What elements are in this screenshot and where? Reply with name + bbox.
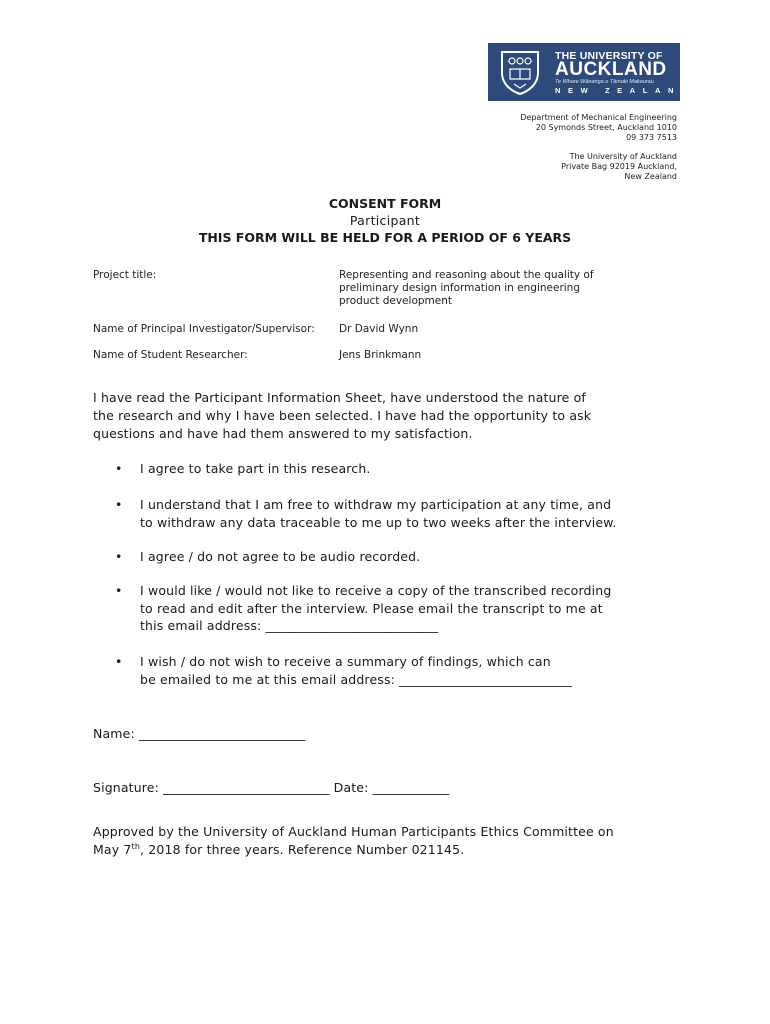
bullet-icon: • <box>115 549 123 564</box>
bullet-icon: • <box>115 583 123 598</box>
approval-reference: , 2018 for three years. Reference Number 021145. <box>140 842 465 857</box>
signature-date-row <box>93 779 683 797</box>
project-title-line: preliminary design information in engineering <box>339 282 580 294</box>
address-line: 20 Symonds Street, Auckland 1010 <box>535 123 677 132</box>
project-title-value <box>339 269 639 308</box>
consent-item-text: I agree / do not agree to be audio recorded. <box>140 549 421 564</box>
intro-paragraph <box>93 389 683 443</box>
bullet-icon: • <box>115 654 123 669</box>
crest-icon <box>498 49 542 95</box>
address-line: Private Bag 92019 Auckland, <box>561 162 677 171</box>
address-line: 09 373 7513 <box>626 133 677 142</box>
consent-item-text: to read and edit after the interview. Please email the transcript to me at <box>140 600 603 616</box>
form-titles <box>0 196 770 246</box>
student-researcher-value: Jens Brinkmann <box>339 349 422 361</box>
logo-maori-name: Te Whare Wānanga o Tāmaki Makaurau <box>555 79 654 85</box>
project-title-line: Representing and reasoning about the quality of <box>339 269 594 281</box>
summary-email-field[interactable]: be emailed to me at this email address: ___________________________ <box>140 671 572 687</box>
intro-line: I have read the Participant Information Sheet, have understood the nature of <box>93 390 586 405</box>
logo-auckland: AUCKLAND <box>555 59 667 80</box>
project-title-label: Project title: <box>93 269 157 281</box>
logo-new-zealand: NEW ZEALAND <box>555 86 695 95</box>
date-field[interactable]: Date: ____________ <box>333 780 450 795</box>
intro-line: questions and have had them answered to my satisfaction. <box>93 426 473 441</box>
address-spacer <box>520 143 677 152</box>
department-address <box>520 113 677 182</box>
address-line: The University of Auckland <box>569 152 677 161</box>
approval-line: Approved by the University of Auckland Human Participants Ethics Committee on <box>93 824 614 839</box>
project-title-line: product development <box>339 295 452 307</box>
approval-line <box>93 841 683 859</box>
consent-item-text: I agree to take part in this research. <box>140 461 371 476</box>
bullet-icon: • <box>115 497 123 512</box>
signature-field[interactable]: Signature: __________________________ <box>93 780 330 795</box>
consent-item-text: I would like / would not like to receive a copy of the transcribed recording <box>140 583 612 598</box>
ethics-approval <box>93 823 683 859</box>
transcript-email-field[interactable]: this email address: ___________________________ <box>140 618 439 633</box>
principal-investigator-value: Dr David Wynn <box>339 323 419 335</box>
logo-university-of: THE UNIVERSITY OF <box>555 50 663 62</box>
address-line: Department of Mechanical Engineering <box>520 113 677 122</box>
approval-date-suffix: th <box>131 841 141 851</box>
retention-notice: THIS FORM WILL BE HELD FOR A PERIOD OF 6 YEARS <box>198 230 572 245</box>
approval-date: May 7 <box>93 842 132 857</box>
consent-item-text: I wish / do not wish to receive a summary of findings, which can <box>140 654 551 669</box>
intro-line: the research and why I have been selected. I have had the opportunity to ask <box>93 408 592 423</box>
consent-item-text: to withdraw any data traceable to me up to two weeks after the interview. <box>140 514 617 530</box>
audience-subtitle: Participant <box>349 213 421 228</box>
address-line: New Zealand <box>624 172 677 181</box>
name-field[interactable]: Name: __________________________ <box>93 726 306 741</box>
consent-item-text: I understand that I am free to withdraw my participation at any time, and <box>140 497 612 512</box>
student-researcher-label: Name of Student Researcher: <box>93 349 248 361</box>
university-logo <box>488 43 695 101</box>
principal-investigator-label: Name of Principal Investigator/Supervisor: <box>93 323 315 335</box>
page-title: CONSENT FORM <box>328 196 442 211</box>
bullet-icon: • <box>115 461 123 476</box>
